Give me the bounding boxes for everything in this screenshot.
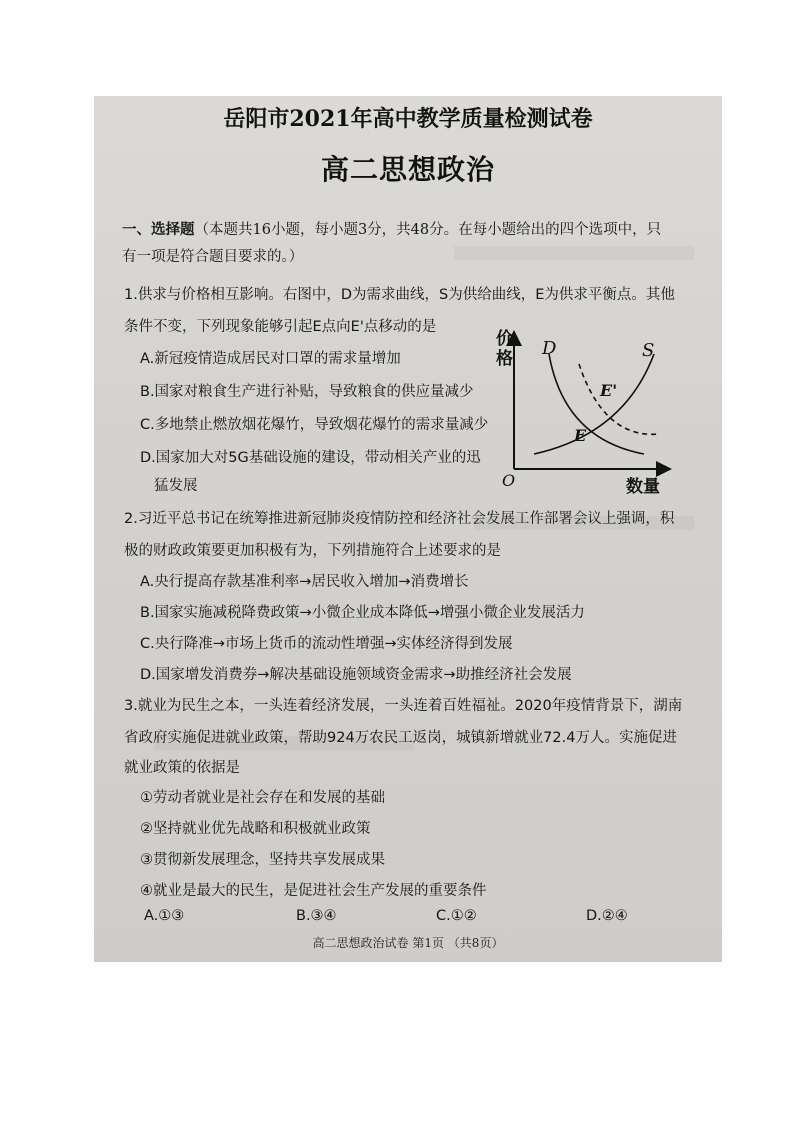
- q2-option-c: C.央行降准→市场上货币的流动性增强→实体经济得到发展: [140, 636, 513, 652]
- q2-stem-line-2: 极的财政政策要更加积极有为，下列措施符合上述要求的是: [124, 543, 501, 559]
- page-footer: 高二思想政治试卷 第1页 （共8页）: [312, 936, 504, 950]
- q1-option-c: C.多地禁止燃放烟花爆竹，导致烟花爆竹的需求量减少: [140, 417, 489, 433]
- q2-option-a: A.央行提高存款基准利率→居民收入增加→消费增长: [140, 574, 469, 590]
- q3-statement-3: ③贯彻新发展理念，坚持共享发展成果: [140, 852, 385, 868]
- q1-option-d-line-2: 猛发展: [154, 478, 198, 494]
- q1-stem-line-1: 1.供求与价格相互影响。右图中，D为需求曲线，S为供给曲线，E为供求平衡点。其他: [124, 287, 675, 303]
- q3-statement-4: ④就业是最大的民生，是促进社会生产发展的重要条件: [140, 883, 487, 899]
- q3-statement-2: ②坚持就业优先战略和积极就业政策: [140, 821, 371, 837]
- q3-stem-line-1: 3.就业为民生之本，一头连着经济发展，一头连着百姓福祉。2020年疫情背景下，湖南: [124, 698, 683, 714]
- q1-option-d-line-1: D.国家加大对5G基础设施的建设，带动相关产业的迅: [140, 450, 481, 466]
- bleed-through-texture: [454, 246, 694, 260]
- q3-choice-a: A.①③: [144, 908, 185, 924]
- q2-option-b: B.国家实施减税降费政策→小微企业成本降低→增强小微企业发展活力: [140, 605, 585, 621]
- shifted-demand-curve: [579, 364, 659, 434]
- q3-choice-c: C.①②: [436, 908, 477, 924]
- q3-statement-1: ①劳动者就业是社会存在和发展的基础: [140, 790, 385, 806]
- exam-title: 岳阳市2021年高中教学质量检测试卷: [223, 106, 593, 132]
- q3-choice-b: B.③④: [296, 908, 337, 924]
- new-equilibrium-label: E': [600, 381, 618, 400]
- q3-choice-d: D.②④: [586, 908, 628, 924]
- q1-stem-line-2: 条件不变，下列现象能够引起E点向E'点移动的是: [124, 319, 437, 335]
- supply-label: S: [642, 340, 655, 361]
- section-note-2: 有一项是符合题目要求的。）: [122, 249, 304, 265]
- demand-label: D: [542, 338, 557, 359]
- exam-subtitle: 高二思想政治: [320, 153, 495, 186]
- y-axis-label-1: 价: [496, 329, 513, 349]
- section-note: （本题共16小题，每小题3分，共48分。在每小题给出的四个选项中，只: [194, 222, 662, 238]
- origin-label: O: [502, 471, 516, 490]
- exam-photo: [94, 96, 722, 962]
- q2-option-d: D.国家增发消费券→解决基础设施领域资金需求→助推经济社会发展: [140, 667, 572, 683]
- supply-demand-graph: [494, 324, 672, 494]
- y-axis-label-2: 格: [496, 349, 513, 369]
- section-header: [122, 218, 661, 239]
- equilibrium-label: E: [574, 426, 587, 445]
- q3-stem-line-3: 就业政策的依据是: [124, 760, 240, 776]
- q1-option-b: B.国家对粮食生产进行补贴，导致粮食的供应量减少: [140, 384, 474, 400]
- q3-stem-line-2: 省政府实施促进就业政策，帮助924万农民工返岗，城镇新增就业72.4万人。实施促进: [124, 730, 677, 746]
- q1-option-a: A.新冠疫情造成居民对口罩的需求量增加: [140, 351, 401, 367]
- x-axis-label: 数量: [626, 477, 660, 494]
- section-heading: 一、选择题: [122, 222, 195, 238]
- demand-curve: [549, 354, 644, 454]
- q2-stem-line-1: 2.习近平总书记在统筹推进新冠肺炎疫情防控和经济社会发展工作部署会议上强调，积: [124, 511, 675, 527]
